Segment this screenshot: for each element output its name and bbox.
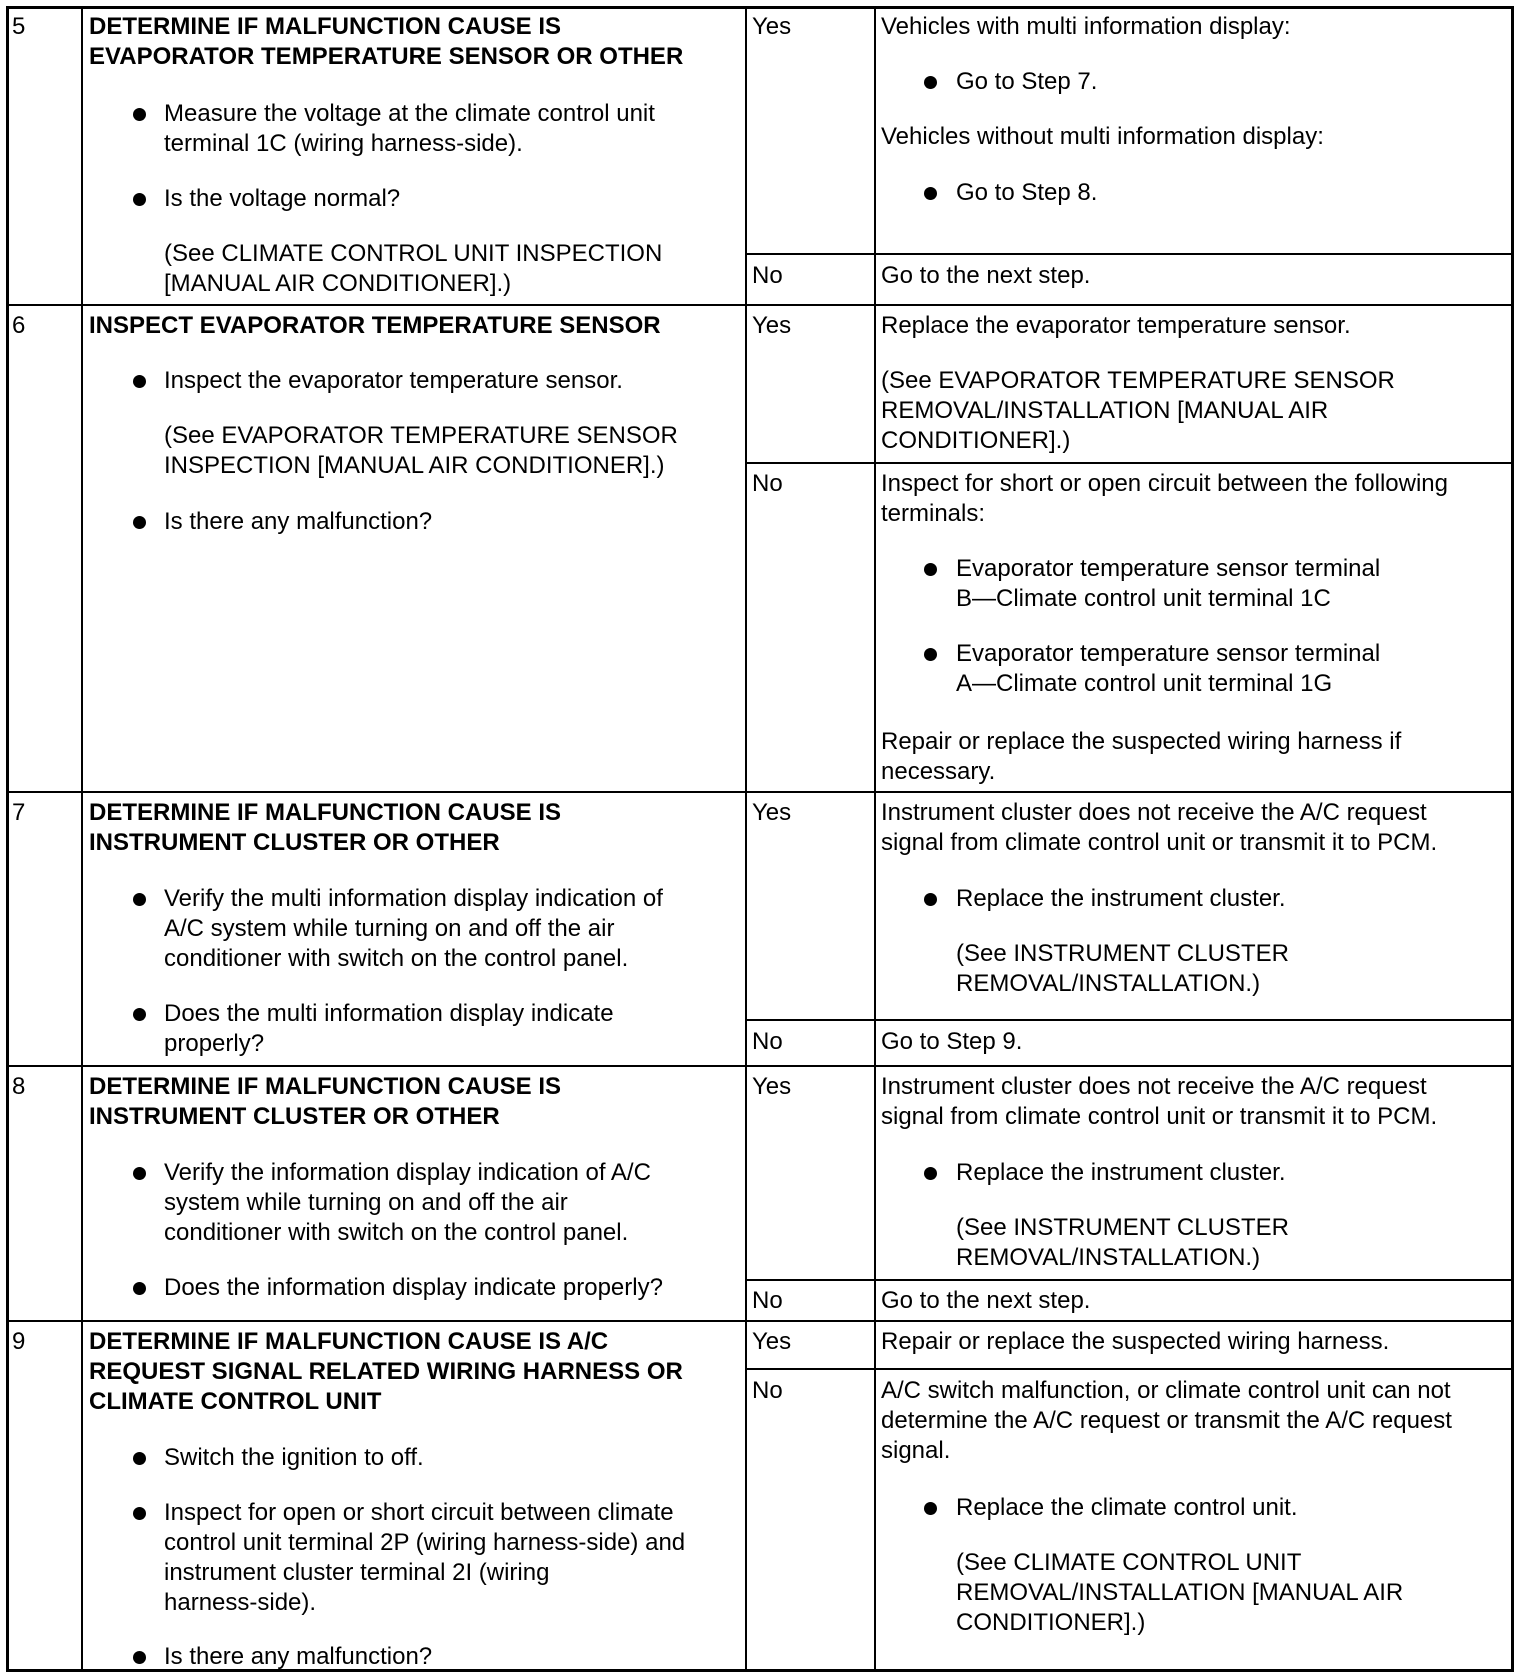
no-reference: (See CLIMATE CONTROL UNIT REMOVAL/INSTALLATION [MANUAL AIR CONDITIONER].) xyxy=(956,1549,1404,1636)
step-action: Verify the multi information display indication of A/C system while turning on and off the air conditioner with switch on the control panel. xyxy=(164,885,663,972)
no-result-bullet: Evaporator temperature sensor terminal B—Climate control unit terminal 1C xyxy=(956,555,1381,612)
yes-result: Replace the evaporator temperature sensor. xyxy=(881,312,1351,339)
step-action: Verify the information display indication of A/C system while turning on and off the air conditioner with switch on the control panel. xyxy=(164,1159,651,1246)
step-number: 5 xyxy=(12,13,26,40)
bullet-icon xyxy=(133,1282,146,1295)
row-divider xyxy=(6,1320,1514,1322)
bullet-icon xyxy=(924,563,937,576)
step-title: INSPECT EVAPORATOR TEMPERATURE SENSOR xyxy=(89,312,661,339)
no-result: Repair or replace the suspected wiring harness if necessary. xyxy=(881,728,1402,785)
bullet-icon xyxy=(924,1502,937,1515)
row-divider xyxy=(6,791,1514,793)
no-result: Inspect for short or open circuit between the following terminals: xyxy=(881,470,1448,527)
no-label: No xyxy=(752,470,783,497)
bullet-icon xyxy=(924,1167,937,1180)
step-number: 6 xyxy=(12,312,26,339)
row-divider xyxy=(6,1065,1514,1067)
bullet-icon xyxy=(133,108,146,121)
no-result: A/C switch malfunction, or climate control unit can not determine the A/C request or transmit the A/C request signal. xyxy=(881,1377,1452,1464)
yes-result: Vehicles with multi information display: xyxy=(881,13,1291,40)
yes-result-bullet: Replace the instrument cluster. xyxy=(956,885,1286,912)
step-action: Does the multi information display indicate properly? xyxy=(164,1000,614,1057)
bullet-icon xyxy=(133,1651,146,1664)
yes-label: Yes xyxy=(752,312,792,339)
step-action: Is the voltage normal? xyxy=(164,185,401,212)
no-label: No xyxy=(752,1028,783,1055)
yes-no-divider xyxy=(745,253,1514,255)
no-result-bullet: Evaporator temperature sensor terminal A—Climate control unit terminal 1G xyxy=(956,640,1381,697)
yes-label: Yes xyxy=(752,1073,792,1100)
yes-no-divider xyxy=(745,1368,1514,1370)
yes-result-bullet: Go to Step 7. xyxy=(956,68,1098,95)
yes-no-divider xyxy=(745,1279,1514,1281)
yes-reference: (See INSTRUMENT CLUSTER REMOVAL/INSTALLATION.) xyxy=(956,940,1289,997)
step-action: Switch the ignition to off. xyxy=(164,1444,424,1471)
step-action: Is there any malfunction? xyxy=(164,1643,433,1670)
step-reference: (See EVAPORATOR TEMPERATURE SENSOR INSPECTION [MANUAL AIR CONDITIONER].) xyxy=(164,422,678,479)
step-number: 7 xyxy=(12,799,26,826)
step-title: DETERMINE IF MALFUNCTION CAUSE IS EVAPORATOR TEMPERATURE SENSOR OR OTHER xyxy=(89,13,684,70)
no-label: No xyxy=(752,262,783,289)
yes-reference: (See INSTRUMENT CLUSTER REMOVAL/INSTALLATION.) xyxy=(956,1214,1289,1271)
yes-label: Yes xyxy=(752,13,792,40)
bullet-icon xyxy=(133,516,146,529)
step-action: Is there any malfunction? xyxy=(164,508,433,535)
yes-result-bullet: Replace the instrument cluster. xyxy=(956,1159,1286,1186)
step-title: DETERMINE IF MALFUNCTION CAUSE IS A/C REQUEST SIGNAL RELATED WIRING HARNESS OR CLIMATE CONTROL UNIT xyxy=(89,1328,683,1415)
bullet-icon xyxy=(133,1008,146,1021)
step-reference: (See CLIMATE CONTROL UNIT INSPECTION [MANUAL AIR CONDITIONER].) xyxy=(164,240,663,297)
step-number: 9 xyxy=(12,1328,26,1355)
bullet-icon xyxy=(133,193,146,206)
yes-result: Repair or replace the suspected wiring harness. xyxy=(881,1328,1390,1355)
step-action: Inspect the evaporator temperature sensor. xyxy=(164,367,623,394)
yes-result-bullet: Go to Step 8. xyxy=(956,179,1098,206)
yes-result: Instrument cluster does not receive the A/C request signal from climate control unit or transmit it to PCM. xyxy=(881,799,1438,856)
no-result: Go to the next step. xyxy=(881,1287,1091,1314)
yes-reference: (See EVAPORATOR TEMPERATURE SENSOR REMOVAL/INSTALLATION [MANUAL AIR CONDITIONER].) xyxy=(881,367,1395,454)
bullet-icon xyxy=(924,648,937,661)
row-divider xyxy=(6,304,1514,306)
bullet-icon xyxy=(133,375,146,388)
no-result-bullet: Replace the climate control unit. xyxy=(956,1494,1298,1521)
no-label: No xyxy=(752,1377,783,1404)
step-title: DETERMINE IF MALFUNCTION CAUSE IS INSTRUMENT CLUSTER OR OTHER xyxy=(89,1073,561,1130)
yes-no-divider xyxy=(745,1019,1514,1021)
yes-result: Instrument cluster does not receive the A/C request signal from climate control unit or transmit it to PCM. xyxy=(881,1073,1438,1130)
bullet-icon xyxy=(924,76,937,89)
column-divider-step xyxy=(81,6,83,1672)
yes-result: Vehicles without multi information display: xyxy=(881,123,1324,150)
bullet-icon xyxy=(133,1452,146,1465)
step-action: Does the information display indicate properly? xyxy=(164,1274,663,1301)
yes-label: Yes xyxy=(752,1328,792,1355)
yes-no-divider xyxy=(745,462,1514,464)
no-result: Go to Step 9. xyxy=(881,1028,1023,1055)
column-divider-action xyxy=(745,6,747,1672)
bullet-icon xyxy=(924,187,937,200)
step-action: Measure the voltage at the climate control unit terminal 1C (wiring harness-side). xyxy=(164,100,655,157)
bullet-icon xyxy=(924,893,937,906)
no-result: Go to the next step. xyxy=(881,262,1091,289)
bullet-icon xyxy=(133,1167,146,1180)
step-number: 8 xyxy=(12,1073,26,1100)
yes-label: Yes xyxy=(752,799,792,826)
step-title: DETERMINE IF MALFUNCTION CAUSE IS INSTRUMENT CLUSTER OR OTHER xyxy=(89,799,561,856)
no-label: No xyxy=(752,1287,783,1314)
step-action: Inspect for open or short circuit between climate control unit terminal 2P (wiring harness-side) and instrument cluster terminal 2I (wiring harness-side). xyxy=(164,1499,686,1616)
bullet-icon xyxy=(133,893,146,906)
column-divider-result xyxy=(874,6,876,1672)
bullet-icon xyxy=(133,1507,146,1520)
